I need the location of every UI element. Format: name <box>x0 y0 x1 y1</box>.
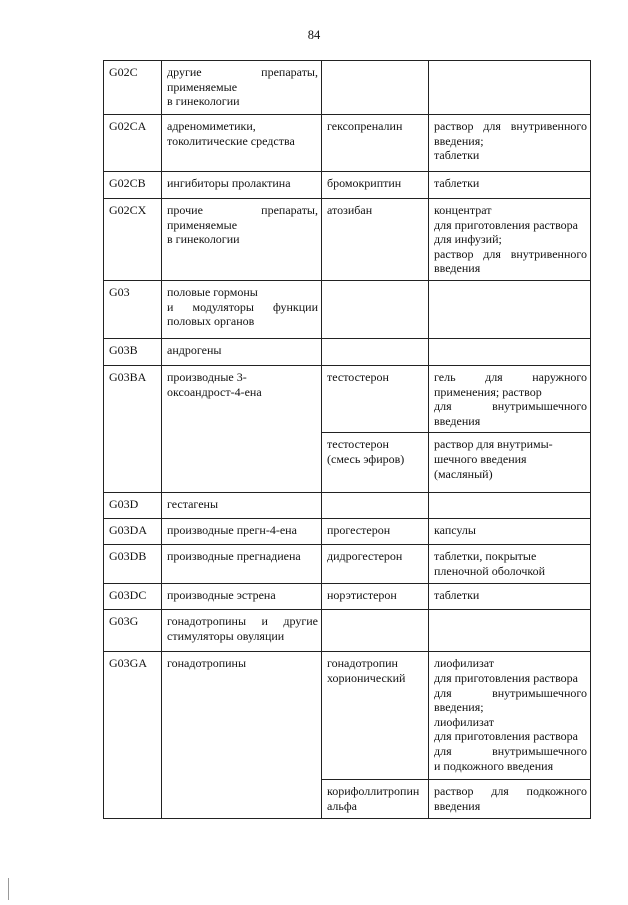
drug-name-cell <box>322 584 429 610</box>
form-line: пленочной оболочкой <box>434 563 546 578</box>
drug-name-cell <box>322 61 429 115</box>
form-line: лиофилизат <box>434 656 495 671</box>
form-line: введения <box>434 261 481 276</box>
pharmacological-group-cell <box>162 61 322 115</box>
group-line: производные 3- <box>167 370 247 384</box>
drug-name-cell <box>322 493 429 519</box>
inn-line: дидрогестерон <box>327 549 403 564</box>
group-line: производные прегн-4-ена <box>167 523 297 538</box>
dosage-form-cell <box>429 199 591 281</box>
group-line: гестагены <box>167 497 219 512</box>
table-row <box>104 61 591 115</box>
pharmacological-group-cell <box>162 115 322 172</box>
drug-classification-table <box>103 60 591 819</box>
group-line: прочие препараты, <box>167 203 318 217</box>
dosage-form-cell <box>429 584 591 610</box>
form-line: введения; <box>434 700 484 715</box>
form-line: таблетки <box>434 588 480 603</box>
page-number: 84 <box>307 28 321 42</box>
drug-name-cell <box>322 281 429 339</box>
pharmacological-group-cell <box>162 584 322 610</box>
inn-line: корифоллитропин <box>327 784 420 799</box>
inn-line: атозибан <box>327 203 373 217</box>
atc-code-cell: G03DB <box>104 545 162 584</box>
pharmacological-group-cell <box>162 545 322 584</box>
pharmacological-group-cell <box>162 519 322 545</box>
group-line: в гинекологии <box>167 232 240 247</box>
inn-line: гексопреналин <box>327 119 403 133</box>
group-line: ингибиторы пролактина <box>167 176 291 190</box>
form-line: введения <box>434 798 481 813</box>
scan-margin-mark <box>8 878 9 900</box>
group-line: и модуляторы функции <box>167 299 318 314</box>
group-line: андрогены <box>167 343 222 357</box>
form-line: введения <box>434 413 481 428</box>
form-line: для приготовления раствора <box>434 729 578 744</box>
dosage-form-cell <box>429 172 591 199</box>
pharmacological-group-cell <box>162 199 322 281</box>
drug-name-cell <box>322 115 429 172</box>
form-line: таблетки <box>434 176 480 190</box>
table-row <box>104 493 591 519</box>
form-line: раствор для внутривенного <box>434 119 587 133</box>
group-line: половые гормоны <box>167 285 258 299</box>
drug-name-cell <box>322 519 429 545</box>
atc-code-cell: G02CX <box>104 199 162 281</box>
form-line: капсулы <box>434 523 476 538</box>
form-line: лиофилизат <box>434 714 495 729</box>
table-row <box>104 366 591 433</box>
dosage-form-cell <box>429 493 591 519</box>
form-line: введения; <box>434 133 484 148</box>
form-line: для инфузий; <box>434 232 502 247</box>
form-line: для внутримышечного <box>434 399 587 414</box>
drug-name-cell <box>322 339 429 366</box>
form-line: (масляный) <box>434 466 493 481</box>
form-line: для внутримышечного <box>434 685 587 700</box>
group-line: половых органов <box>167 314 255 329</box>
atc-code-cell: G03B <box>104 339 162 366</box>
atc-code-cell: G03BA <box>104 366 162 493</box>
atc-code-cell: G03DA <box>104 519 162 545</box>
pharmacological-group-cell <box>162 493 322 519</box>
table-row <box>104 281 591 339</box>
inn-line: хорионический <box>327 670 406 685</box>
inn-line: альфа <box>327 798 357 813</box>
drug-name-cell <box>322 366 429 433</box>
inn-line: тестостерон <box>327 370 389 384</box>
group-line: другие препараты, <box>167 65 318 79</box>
atc-code-cell: G02C <box>104 61 162 115</box>
dosage-form-cell <box>429 652 591 780</box>
dosage-form-cell <box>429 780 591 818</box>
drug-name-cell <box>322 545 429 584</box>
atc-code-cell: G03GA <box>104 652 162 818</box>
table-body <box>104 61 591 819</box>
group-line: адреномиметики, <box>167 119 256 133</box>
form-line: для приготовления раствора <box>434 217 578 232</box>
dosage-form-cell <box>429 281 591 339</box>
drug-name-cell <box>322 199 429 281</box>
form-line: концентрат <box>434 203 492 217</box>
group-line: стимуляторы овуляции <box>167 628 285 643</box>
dosage-form-cell <box>429 339 591 366</box>
group-line: гонадотропины и другие <box>167 614 318 629</box>
atc-code-cell: G02CB <box>104 172 162 199</box>
table-row <box>104 545 591 584</box>
table-row <box>104 339 591 366</box>
inn-line: (смесь эфиров) <box>327 451 405 466</box>
dosage-form-cell <box>429 115 591 172</box>
drug-name-cell <box>322 610 429 652</box>
inn-line: норэтистерон <box>327 588 397 603</box>
drug-name-cell <box>322 652 429 780</box>
atc-code-cell: G03DC <box>104 584 162 610</box>
inn-line: бромокриптин <box>327 176 402 190</box>
drug-name-cell <box>322 780 429 818</box>
table-row <box>104 172 591 199</box>
pharmacological-group-cell <box>162 366 322 493</box>
group-line: токолитические средства <box>167 133 295 148</box>
table-row <box>104 610 591 652</box>
table-row <box>104 584 591 610</box>
form-line: для внутримышечного <box>434 743 587 758</box>
inn-line: тестостерон <box>327 437 389 452</box>
group-line: в гинекологии <box>167 94 240 109</box>
dosage-form-cell <box>429 519 591 545</box>
group-line: гонадотропины <box>167 656 247 671</box>
dosage-form-cell <box>429 61 591 115</box>
table-row <box>104 115 591 172</box>
pharmacological-group-cell <box>162 172 322 199</box>
group-line: оксоандрост-4-ена <box>167 384 262 399</box>
inn-line: прогестерон <box>327 523 391 538</box>
group-line: производные эстрена <box>167 588 276 603</box>
pharmacological-group-cell <box>162 339 322 366</box>
form-line: применения; раствор <box>434 384 542 399</box>
table-row <box>104 652 591 780</box>
dosage-form-cell <box>429 366 591 433</box>
form-line: таблетки <box>434 148 480 163</box>
group-line: применяемые <box>167 79 238 94</box>
form-line: и подкожного введения <box>434 758 554 773</box>
table-row <box>104 519 591 545</box>
dosage-form-cell <box>429 433 591 493</box>
atc-code-cell: G02CA <box>104 115 162 172</box>
form-line: раствор для внутривенного <box>434 246 587 261</box>
table-row <box>104 199 591 281</box>
atc-code-cell: G03D <box>104 493 162 519</box>
atc-code-cell: G03G <box>104 610 162 652</box>
form-line: раствор для внутримы- <box>434 437 553 452</box>
inn-line: гонадотропин <box>327 656 398 671</box>
pharmacological-group-cell <box>162 281 322 339</box>
group-line: производные прегнадиена <box>167 549 301 564</box>
form-line: таблетки, покрытые <box>434 549 537 564</box>
form-line: для приготовления раствора <box>434 670 578 685</box>
dosage-form-cell <box>429 545 591 584</box>
group-line: применяемые <box>167 217 238 232</box>
drug-name-cell <box>322 433 429 493</box>
pharmacological-group-cell <box>162 610 322 652</box>
dosage-form-cell <box>429 610 591 652</box>
pharmacological-group-cell <box>162 652 322 818</box>
form-line: шечного введения <box>434 451 527 466</box>
form-line: раствор для подкожного <box>434 784 587 799</box>
atc-code-cell: G03 <box>104 281 162 339</box>
drug-name-cell <box>322 172 429 199</box>
form-line: гель для наружного <box>434 370 587 384</box>
